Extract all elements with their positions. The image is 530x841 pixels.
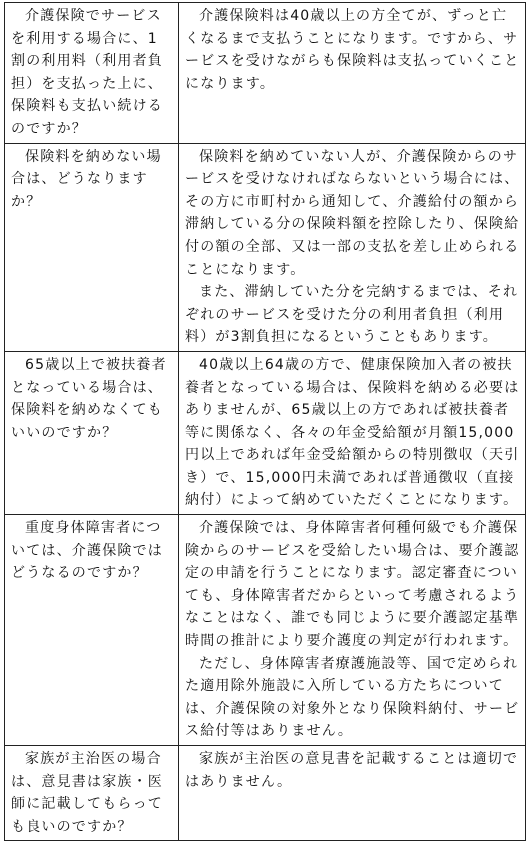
answer-cell <box>179 515 526 746</box>
question-text: 介護保険でサービスを利用する場合に、1割の利用料（利用者負担）を支払った上に、保険料も支払い続けるのですか？ <box>11 8 163 137</box>
answer-cell <box>179 143 526 351</box>
answer-paragraph: 介護保険では、身体障害者何種何級でも介護保険からのサービスを受給したい場合は、要介護認定の申請を行うことになります。認定審査についても、身体障害者だからといって考慮されるようなことはなく、誰でも同じように要介護認定基準時間の推計により要介護度の判定が行われます。 <box>185 520 520 650</box>
answer-paragraph: また、滞納していた分を完納するまでは、それぞれのサービスを受けた分の利用者負担（利用料）が3割負担になるということもあります。 <box>185 284 519 346</box>
table-row <box>5 746 526 841</box>
question-cell <box>5 515 179 746</box>
qa-table <box>4 2 526 841</box>
answer-cell <box>179 351 526 514</box>
table-row <box>5 351 526 514</box>
question-cell <box>5 746 179 841</box>
answer-paragraph: 介護保険料は40歳以上の方全てが、ずっと亡くなるまで支払うことになります。ですから、サービスを受けながらも保険料は支払っていくことになります。 <box>185 8 520 92</box>
answer-paragraph: 保険料を納めていない人が、介護保険からのサービスを受けなければならないという場合には、その方に市町村から通知して、介護給付の額から滞納している分の保険料額を控除したり、保険給付の額の全部、又は一部の支払を差し止められることになります。 <box>185 148 520 278</box>
question-text: 家族が主治医の場合は、意見書は家族・医師に記載してもらっても良いのですか？ <box>11 751 163 835</box>
table-row <box>5 3 526 144</box>
question-cell <box>5 351 179 514</box>
table-row <box>5 143 526 351</box>
answer-cell <box>179 3 526 144</box>
answer-paragraph: 家族が主治医の意見書を記載することは適切ではありません。 <box>185 751 519 790</box>
question-cell <box>5 3 179 144</box>
question-text: 保険料を納めない場合は、どうなりますか？ <box>11 148 162 210</box>
answer-paragraph: ただし、身体障害者療護施設等、国で定められた適用除外施設に入所している方たちについては、介護保険の対象外となり保険料納付、サービス給付等はありません。 <box>185 655 520 740</box>
question-text: 重度身体障害者については、介護保険ではどうなるのですか？ <box>11 520 163 582</box>
question-text: 65歳以上で被扶養者となっている場合は、保険料を納めなくてもいいのですか？ <box>11 356 167 441</box>
answer-paragraph: 40歳以上64歳の方で、健康保険加入者の被扶養者となっている場合は、保険料を納める必要はありませんが、65歳以上の方であれば被扶養者等に関係なく、各々の年金受給額が月額15,000円以上であれば年金受給額からの特別徴収（天引き）で、15,000円未満であれば普通徴収（直接納付）によって納めていただくことになります。 <box>185 356 520 509</box>
question-cell <box>5 143 179 351</box>
table-row <box>5 515 526 746</box>
answer-cell <box>179 746 526 841</box>
